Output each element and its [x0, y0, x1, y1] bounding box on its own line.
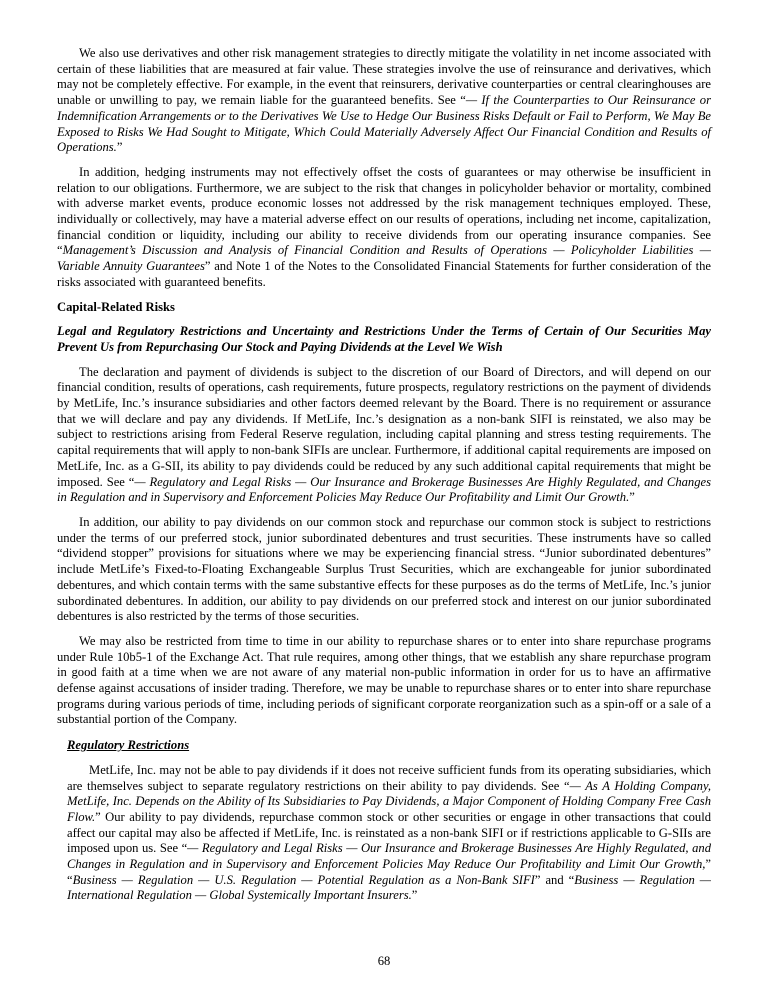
heading-legal-regulatory-restrictions: Legal and Regulatory Restrictions and Uncertainty and Restrictions Under the Terms of Certain of Our Securities May Prevent Us from Repurchasing Our Stock and Paying Dividends at the Level We Wish — [57, 324, 711, 354]
text-segment: We may also be restricted from time to time in our ability to repurchase shares or to enter into share repurchase programs under Rule 10b5-1 of the Exchange Act. That rule requires, among other things, that we establish any share repurchase program in good faith at a time when we are not aware of any material non-public information in order for us to have an affirmative defense against accusations of insider trading. Therefore, we may be unable to repurchase shares or to enter into share repurchase programs during various periods of time, including periods of significant corporate reorganization such as a spin-off or a sale of a substantial portion of the Company. — [57, 633, 711, 727]
text-segment: ” “ — [67, 857, 711, 887]
text-segment: In addition, our ability to pay dividends on our common stock and repurchase our common stock is subject to restrictions under the terms of our preferred stock, junior subordinated debentures and trust securities. These instruments have so called “dividend stopper” provisions for situations where we may be experiencing financial stress. “Junior subordinated debentures” include MetLife’s Fixed-to-Floating Exchangeable Surplus Trust Securities, which are exchangeable for junior subordinated debentures, and which contain terms with the same substantive effects for these purposes as do the terms of MetLife, Inc.’s junior subordinated debentures. In addition, our ability to pay dividends on our preferred stock and interest on our junior subordinated debentures is also restricted by the terms of those securities. — [57, 514, 711, 624]
text-segment: ” and Note 1 of the Notes to the Consolidated Financial Statements for further consideration of the risks associated with guaranteed benefits. — [57, 259, 711, 289]
paragraph-hedging — [57, 165, 711, 291]
cross-reference: — Regulatory and Legal Risks — Our Insurance and Brokerage Businesses Are Highly Regulated, and Changes in Regulation and in Supervisory and Enforcement Policies May Reduce Our Profitability and Limit Our Growth. — [57, 474, 711, 505]
text-segment: The declaration and payment of dividends is subject to the discretion of our Board of Directors, and will depend on our financial condition, results of operations, cash requirements, future prospects, regulatory restrictions on the payment of dividends by MetLife, Inc.’s insurance subsidiaries and other factors deemed relevant by the Board. There is no requirement or assurance that we will declare and pay any dividends. If MetLife, Inc.’s designation as a non-bank SIFI is reinstated, we also may be subject to restrictions arising from Federal Reserve regulation, including capital planning and stress testing requirements. The capital requirements that will apply to non-bank SIFIs are unclear. Furthermore, if additional capital requirements are imposed on MetLife, Inc. as a G-SII, its ability to pay dividends could be reduced by any such additional capital requirements that might be imposed. See “ — [57, 364, 711, 489]
text-segment: ” — [411, 888, 418, 903]
text-segment: ” — [116, 140, 123, 155]
paragraph-dividends-declaration — [57, 365, 711, 506]
paragraph-repurchase-rule — [57, 634, 711, 728]
text-segment: In addition, hedging instruments may not effectively offset the costs of guarantees or may otherwise be insufficient in relation to our obligations. Furthermore, we are subject to the risk that changes in policyholder behavior or mortality, combined with adverse market events, produce economic losses not addressed by the risk management techniques employed. These, individually or collectively, may have a material adverse effect on our results of operations, including net income, capitalization, financial condition or liquidity, including our ability to receive dividends from our operating insurance companies. See “ — [57, 164, 711, 258]
text-segment: ” and “ — [534, 872, 575, 887]
cross-reference: Management’s Discussion and Analysis of Financial Condition and Results of Operations — Policyholder Liabilities — Variable Annuity Guarantees — [57, 243, 711, 274]
paragraph-holding-company — [67, 763, 711, 904]
cross-reference: — Regulatory and Legal Risks — Our Insurance and Brokerage Businesses Are Highly Regulated, and Changes in Regulation and in Supervisory and Enforcement Policies May Reduce Our Profitability and Limit Our Growth, — [67, 841, 711, 872]
heading-capital-related-risks: Capital-Related Risks — [57, 299, 175, 314]
text-segment: We also use derivatives and other risk management strategies to directly mitigate the volatility in net income associated with certain of these liabilities that are measured at fair value. These strategies involve the use of reinsurance and derivatives, which may not be completely effective. For example, in the event that reinsurers, derivative counterparties or central clearinghouses are unable or unwilling to pay, we remain liable for the guaranteed benefits. See “ — [57, 46, 711, 108]
text-segment: ” Our ability to pay dividends, repurchase common stock or other securities or engage in other transactions that could affect our capital may also be affected if MetLife, Inc. is reinstated as a non-bank SIFI or if restrictions applicable to G-SIIs are imposed upon us. See “ — [67, 809, 711, 856]
cross-reference: — If the Counterparties to Our Reinsurance or Indemnification Arrangements or to the Derivatives We Use to Hedge Our Business Risks Default or Fail to Perform, We May Be Exposed to Risks We Had Sought to Mitigate, Which Could Materially Adversely Affect Our Financial Condition and Results of Operations. — [57, 93, 711, 155]
heading-regulatory-restrictions: Regulatory Restrictions — [67, 738, 190, 753]
cross-reference: Business — Regulation — International Regulation — Global Systemically Important Insurers. — [67, 872, 711, 903]
paragraph-derivatives — [57, 46, 711, 156]
cross-reference: Business — Regulation — U.S. Regulation — Potential Regulation as a Non-Bank SIFI — [72, 872, 535, 887]
regulatory-restrictions-section — [67, 738, 711, 904]
page-number: 68 — [377, 954, 391, 969]
text-segment: ” — [629, 490, 635, 505]
paragraph-dividend-stopper — [57, 515, 711, 625]
text-segment: MetLife, Inc. may not be able to pay dividends if it does not receive sufficient funds from its operating subsidiaries, which are themselves subject to separate regulatory restrictions on their ability to pay dividends. See “ — [67, 762, 711, 793]
cross-reference: — As A Holding Company, MetLife, Inc. Depends on the Ability of Its Subsidiaries to Pay Dividends, a Major Component of Holding Company Free Cash Flow. — [67, 778, 711, 824]
